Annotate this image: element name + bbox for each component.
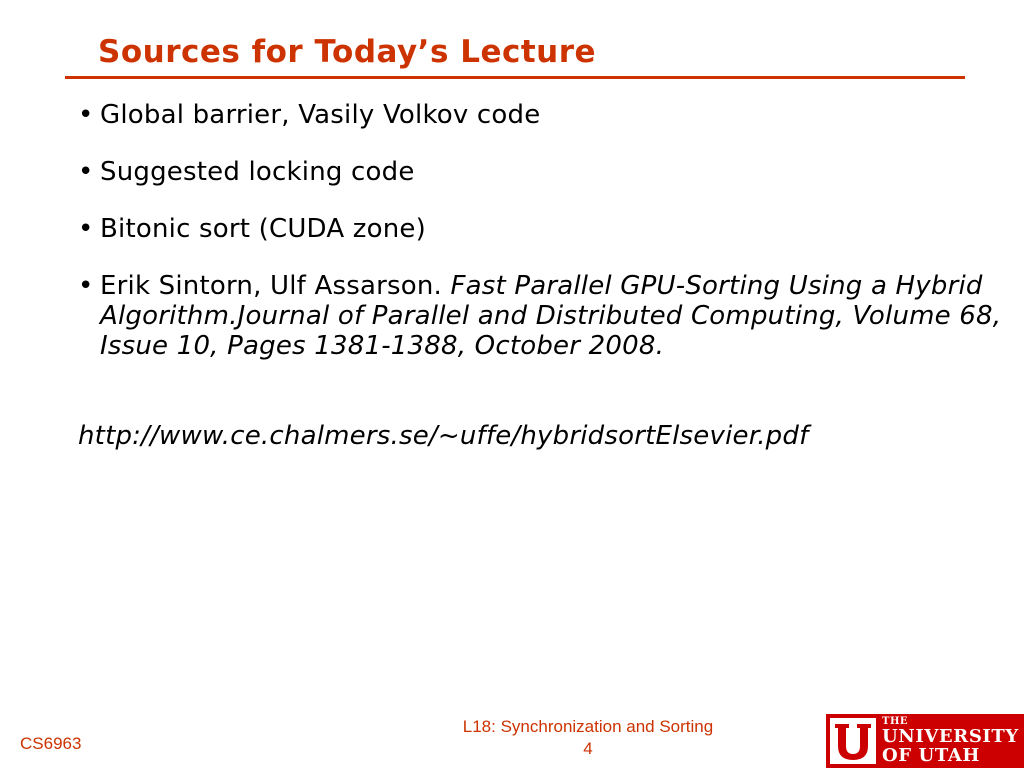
- logo-the-text: THE: [882, 716, 909, 727]
- footer-course: CS6963: [20, 734, 82, 753]
- bullet-item-citation: [78, 271, 1008, 361]
- footer-lecture-info: [430, 716, 746, 760]
- footer-lecture-title: L18: Synchronization and Sorting: [462, 717, 714, 736]
- block-u-icon: [830, 718, 876, 764]
- bullet-marker: •: [78, 271, 94, 301]
- logo-university-text: UNIVERSITY: [882, 726, 1019, 747]
- title-underline: [65, 76, 965, 79]
- logo-of-utah-text: OF UTAH: [882, 745, 981, 766]
- bullet-item: [78, 100, 1008, 130]
- bullet-marker: •: [78, 157, 94, 187]
- bullet-text: Suggested locking code: [100, 157, 415, 187]
- university-of-utah-logo: [826, 714, 1024, 768]
- source-url: http://www.ce.chalmers.se/~uffe/hybridsortElsevier.pdf: [78, 421, 809, 451]
- citation-title: Fast Parallel GPU-Sorting Using a Hybrid Algorithm.Journal of Parallel and Distributed Computing, Volume 68, Issue 10, Pages 1381-1388, October 2008.: [100, 271, 1002, 361]
- bullet-marker: •: [78, 100, 94, 130]
- bullet-item: [78, 157, 1008, 187]
- bullet-item: [78, 214, 1008, 244]
- bullet-marker: •: [78, 214, 94, 244]
- slide-title: Sources for Today’s Lecture: [98, 34, 597, 70]
- bullet-text: Bitonic sort (CUDA zone): [100, 214, 426, 244]
- bullet-text: Global barrier, Vasily Volkov code: [100, 100, 541, 130]
- bullet-list: [78, 100, 1008, 388]
- logo-wordmark: [882, 717, 1019, 765]
- footer-page-number: 4: [583, 739, 593, 758]
- citation-authors: Erik Sintorn, Ulf Assarson.: [100, 271, 451, 301]
